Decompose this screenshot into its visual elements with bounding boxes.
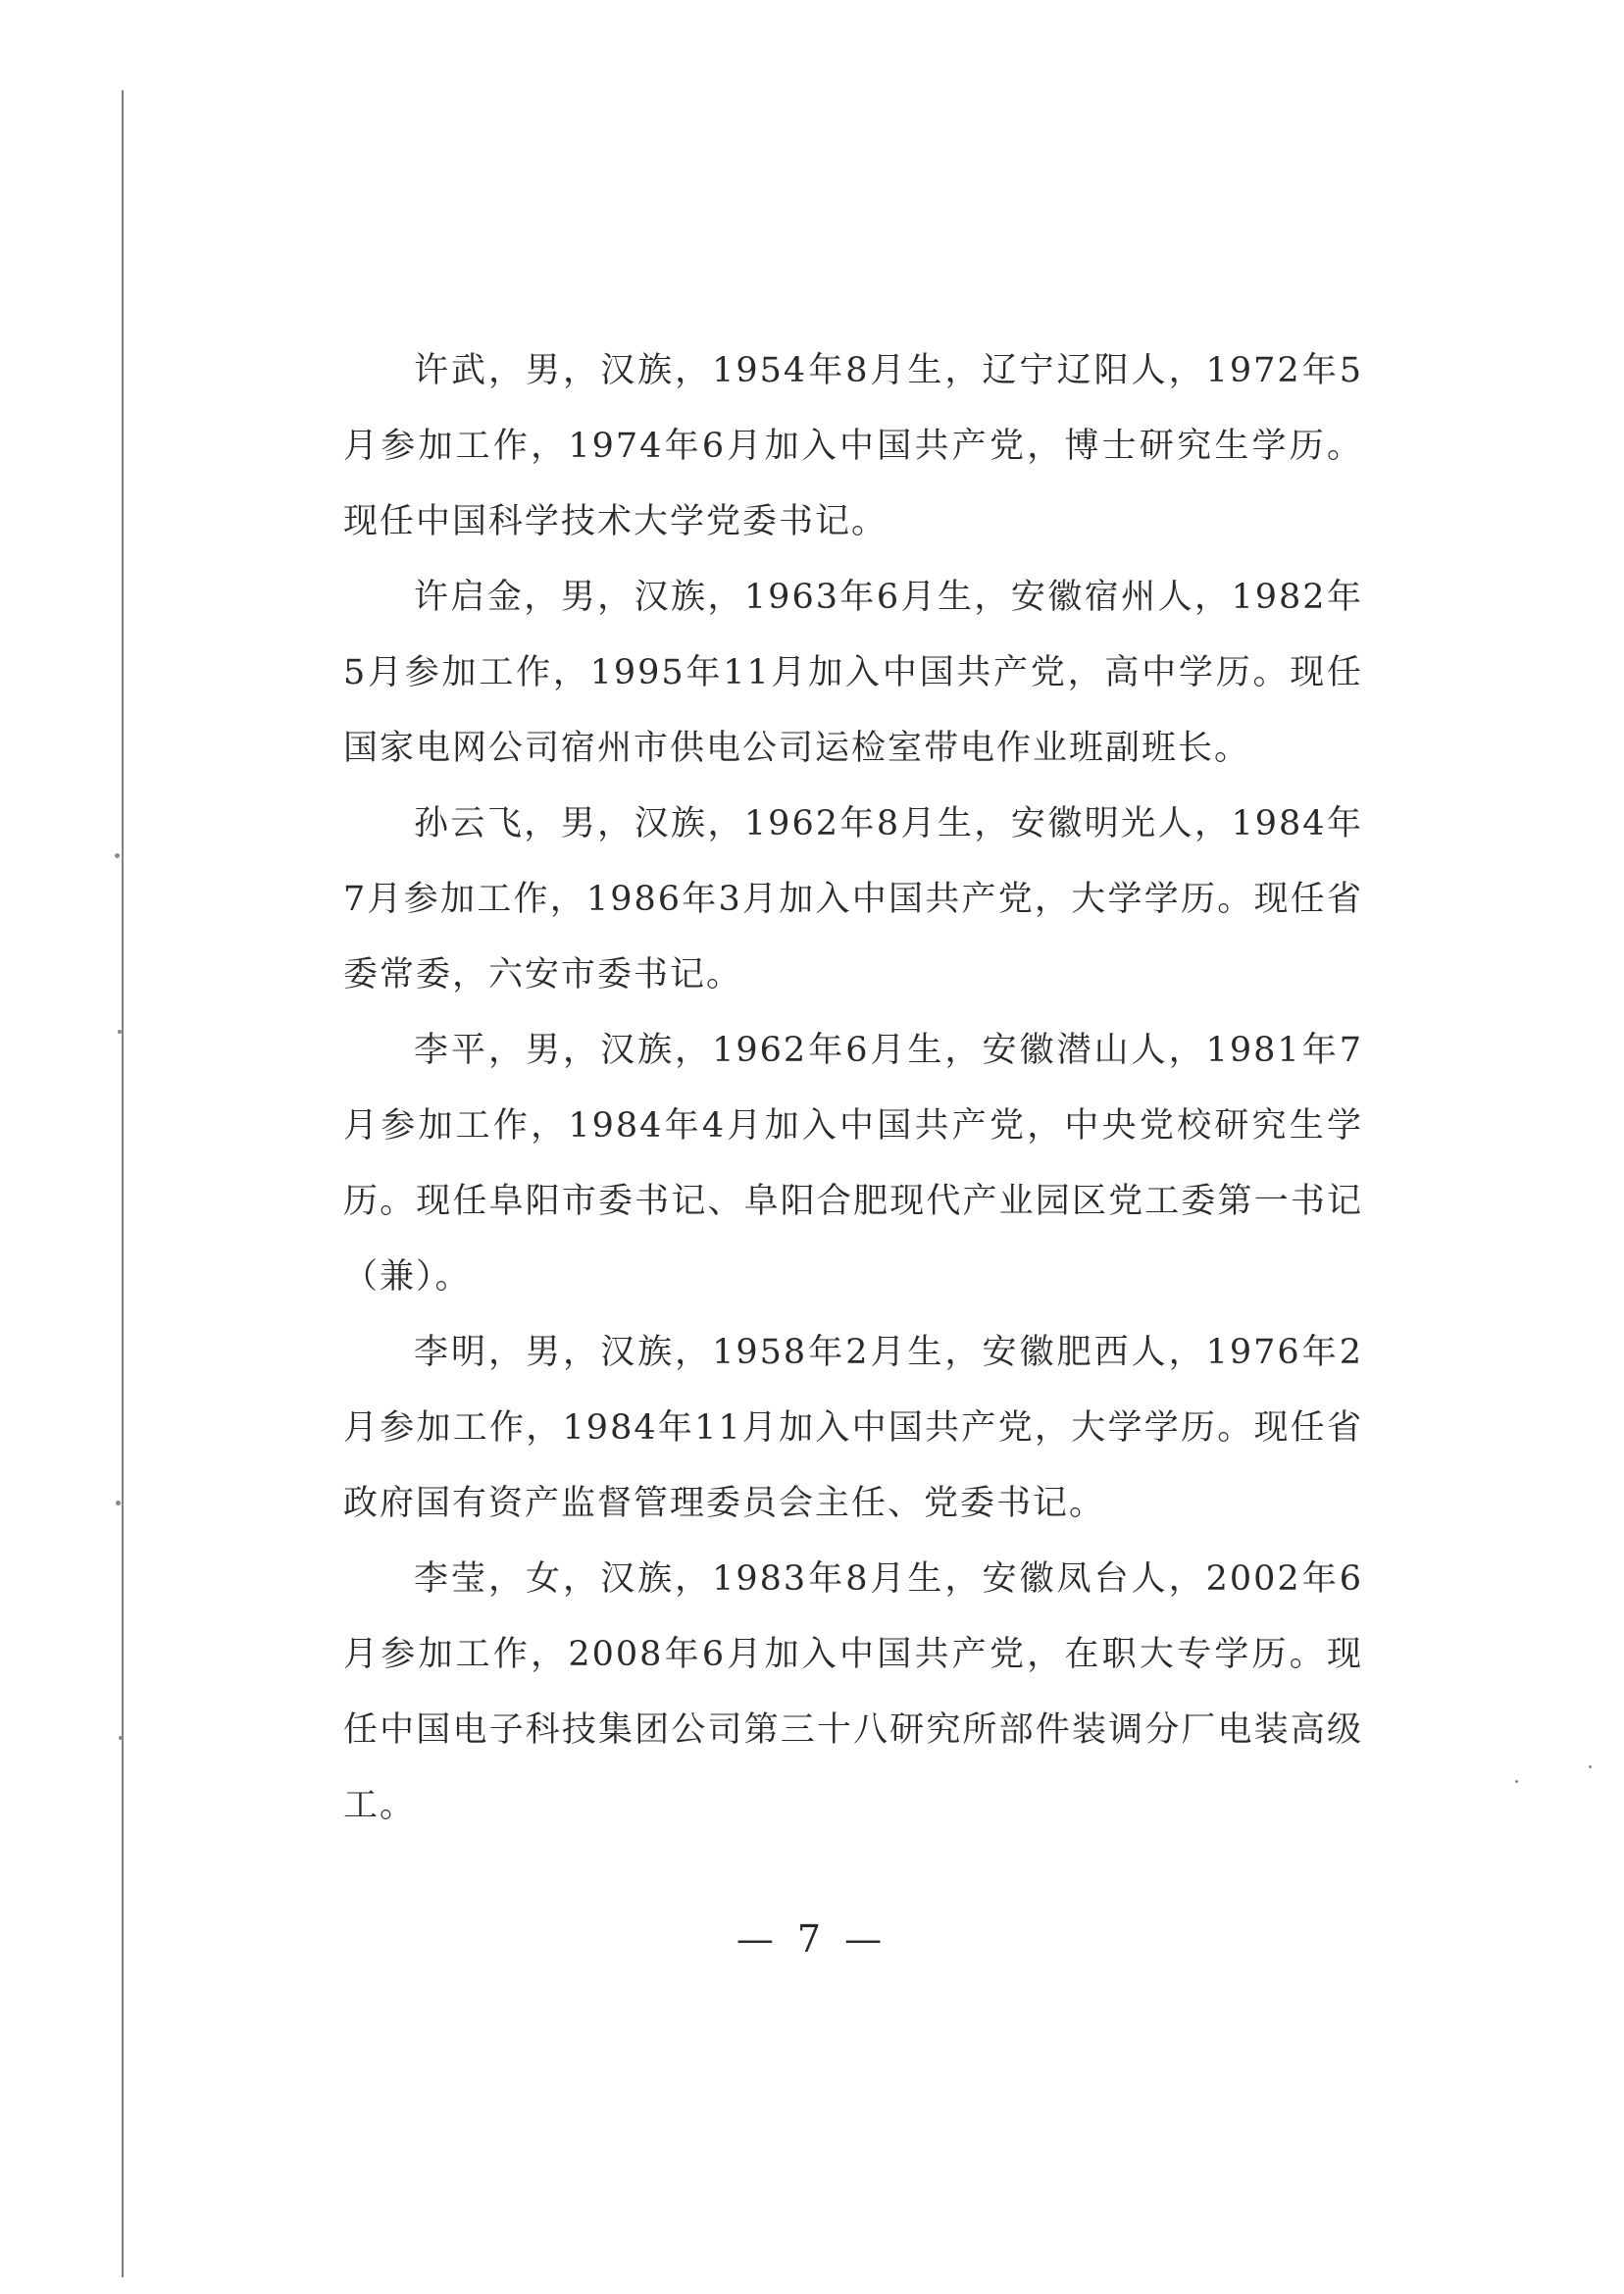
bio-paragraph: 许启金，男，汉族，1963年6月生，安徽宿州人，1982年5月参加工作，1995年11月加入中国共产党，高中学历。现任国家电网公司宿州市供电公司运检室带电作业班副班长。 — [343, 578, 1363, 768]
scan-speck — [118, 1030, 122, 1034]
scan-speck — [116, 1501, 121, 1505]
bio-paragraph: 孙云飞，男，汉族，1962年8月生，安徽明光人，1984年7月参加工作，1986年3月加入中国共产党，大学学历。现任省委常委，六安市委书记。 — [343, 804, 1363, 994]
scan-speck — [1515, 1780, 1518, 1783]
bio-paragraph: 许武，男，汉族，1954年8月生，辽宁辽阳人，1972年5月参加工作，1974年6月加入中国共产党，博士研究生学历。现任中国科学技术大学党委书记。 — [343, 351, 1363, 541]
scan-speck — [115, 853, 120, 858]
scan-speck — [119, 1736, 123, 1740]
scan-speck — [1589, 1765, 1592, 1768]
bio-paragraph: 李明，男，汉族，1958年2月生，安徽肥西人，1976年2月参加工作，1984年11月加入中国共产党，大学学历。现任省政府国有资产监督管理委员会主任、党委书记。 — [343, 1333, 1363, 1523]
document-body — [343, 333, 1363, 1844]
page-number: — 7 — — [736, 1917, 888, 1961]
bio-paragraph: 李莹，女，汉族，1983年8月生，安徽凤台人，2002年6月参加工作，2008年6月加入中国共产党，在职大专学历。现任中国电子科技集团公司第三十八研究所部件装调分厂电装高级工。 — [343, 1559, 1363, 1825]
bio-paragraph: 李平，男，汉族，1962年6月生，安徽潜山人，1981年7月参加工作，1984年4月加入中国共产党，中央党校研究生学历。现任阜阳市委书记、阜阳合肥现代产业园区党工委第一书记（兼）。 — [343, 1031, 1363, 1297]
